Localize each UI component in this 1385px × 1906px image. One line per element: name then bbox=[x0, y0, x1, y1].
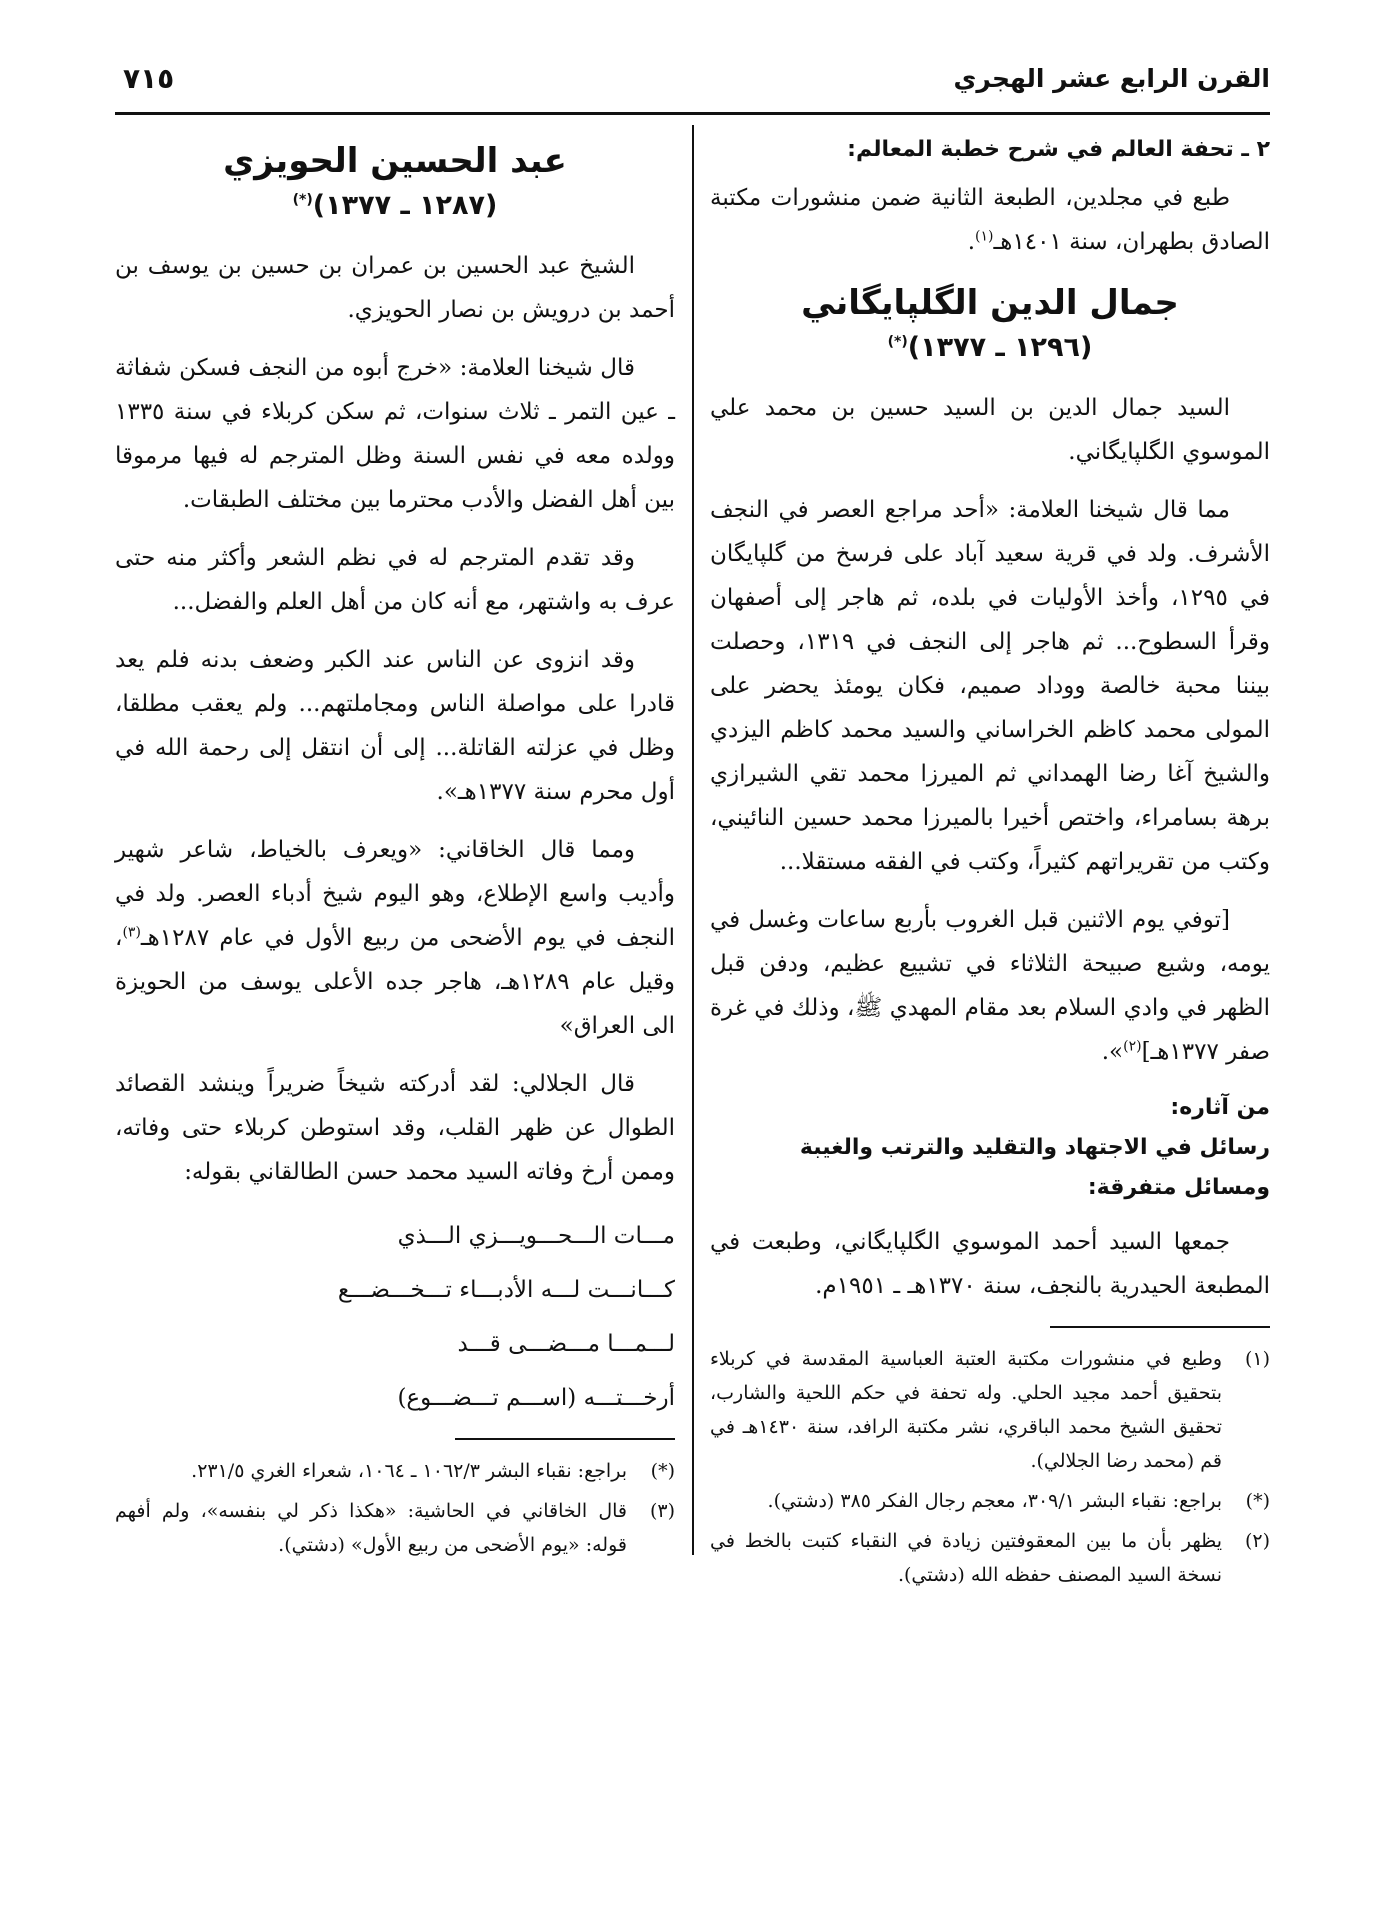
poem-line: أرخـــتـــه (اســـم تـــضـــوع) bbox=[397, 1385, 675, 1411]
footnote: (١) وطبع في منشورات مكتبة العتبة العباسية المقدسة في كربلاء بتحقيق أحمد مجيد الحلي. وله تحفة في حكم اللحية والشارب، تحقيق الشيخ محمد الباقري، نشر مكتبة الرافد، سنة ١٤٣٠هـ في قم (محمد رضا الجلالي). bbox=[710, 1348, 1270, 1472]
footnote-rule bbox=[455, 1438, 675, 1440]
biography-name: عبد الحسين الحويزي bbox=[223, 141, 567, 181]
paragraph: وقد انزوى عن الناس عند الكبر وضعف بدنه فلم يعد قادرا على مواصلة الناس ومجاملتهم... ولم يعقب مطلقا، وظل في عزلته القاتلة... إلى أن انتقل إلى رحمة الله في أول محرم سنة ١٣٧٧هـ». bbox=[115, 647, 675, 805]
work-item-text: طبع في مجلدين، الطبعة الثانية ضمن منشورات مكتبة الصادق بطهران، سنة ١٤٠١هـ$^{(١)}$. bbox=[710, 185, 1270, 255]
footnote-ref: (*) bbox=[292, 192, 313, 208]
footnote-rule bbox=[1050, 1326, 1270, 1328]
right-column bbox=[710, 130, 1270, 1598]
paragraph: جمعها السيد أحمد الموسوي الگلپايگاني، وطبعت في المطبعة الحيدرية بالنجف، سنة ١٣٧٠هـ ـ ١٩٥١م. bbox=[710, 1229, 1270, 1299]
paragraph: مما قال شيخنا العلامة: «أحد مراجع العصر في النجف الأشرف. ولد في قرية سعيد آباد على فرسخ من گلپايگان في ١٢٩٥، وأخذ الأوليات في بلده، ثم هاجر إلى أصفهان وقرأ السطوح... ثم هاجر إلى النجف في ١٣١٩، وحصلت بيننا محبة خالصة ووداد صميم، فكان يومئذ يحضر على المولى محمد كاظم الخراساني والسيد محمد كاظم اليزدي والشيخ آغا رضا الهمداني ثم الميرزا محمد تقي الشيرازي برهة بسامراء، واختص أخيرا بالميرزا محمد حسين النائيني، وكتب من تقريراتهم كثيراً، وكتب في الفقه مستقلا... bbox=[710, 497, 1270, 875]
paragraph: قال شيخنا العلامة: «خرج أبوه من النجف فسكن شفاثة ـ عين التمر ـ ثلاث سنوات، ثم سكن كربلاء في سنة ١٣٣٥ وولده معه في نفس السنة وظل المترجم له فيها مرموقا بين أهل الفضل والأدب محترما بين مختلف الطبقات. bbox=[115, 355, 675, 513]
footnote-ref: (٢) bbox=[1123, 1038, 1142, 1055]
left-column bbox=[115, 130, 675, 1568]
work-item-title: ٢ ـ تحفة العالم في شرح خطبة المعالم: bbox=[847, 137, 1270, 162]
poem-line: كـــانـــت لـــه الأدبـــاء تـــخـــضـــع bbox=[337, 1277, 675, 1303]
footnote: (٣) قال الخاقاني في الحاشية: «هكذا ذكر لي بنفسه»، ولم أفهم قوله: «يوم الأضحى من ربيع الأول» (دشتي). bbox=[115, 1500, 675, 1556]
footnote: (٢) يظهر بأن ما بين المعقوفتين زيادة في النقباء كتبت بالخط في نسخة السيد المصنف حفظه الله (دشتي). bbox=[710, 1530, 1270, 1586]
column-divider bbox=[692, 125, 694, 1555]
page-header bbox=[115, 62, 1270, 122]
running-title: القرن الرابع عشر الهجري bbox=[953, 64, 1270, 93]
works-heading: من آثاره: bbox=[1170, 1095, 1270, 1120]
poem-line: مـــات الـــحـــويـــزي الـــذي bbox=[397, 1223, 675, 1249]
footnote: (*) براجع: نقباء البشر ١٠٦٢/٣ ـ ١٠٦٤، شعراء الغري ٢٣١/٥. bbox=[191, 1460, 675, 1482]
biography-name: جمال الدين الگلپايگاني bbox=[801, 283, 1179, 323]
paragraph: السيد جمال الدين بن السيد حسين بن محمد علي الموسوي الگلپايگاني. bbox=[710, 395, 1270, 465]
paragraph: [توفي يوم الاثنين قبل الغروب بأربع ساعات وغسل في يومه، وشيع صبيحة الثلاثاء في تشييع عظيم، ودفن قبل الظهر في وادي السلام بعد مقام المهدي ﷺ، وذلك في غرة صفر ١٣٧٧هـ]$^{(٢)}$». bbox=[710, 907, 1270, 1065]
footnote-ref: (٣) bbox=[122, 924, 141, 941]
biography-dates: (١٢٩٦ ـ ١٣٧٧)(*) bbox=[887, 332, 1093, 363]
paragraph: قال الجلالي: لقد أدركته شيخاً ضريراً وينشد القصائد الطوال عن ظهر القلب، وقد استوطن كربلاء حتى وفاته، وممن أرخ وفاته السيد محمد حسن الطالقاني بقوله: bbox=[115, 1071, 675, 1185]
header-rule bbox=[115, 112, 1270, 115]
page-number: ٧١٥ bbox=[123, 62, 175, 95]
biography-dates: (١٢٨٧ ـ ١٣٧٧)(*) bbox=[292, 190, 498, 221]
paragraph: ومما قال الخاقاني: «ويعرف بالخياط، شاعر شهير وأديب واسع الإطلاع، وهو اليوم شيخ أدباء العصر. ولد في النجف في يوم الأضحى من ربيع الأول في عام ١٢٨٧هـ$^{(٣)}$، وقيل عام ١٢٨٩هـ، هاجر جده الأعلى يوسف من الحويزة الى العراق» bbox=[115, 837, 675, 1039]
footnote: (*) براجع: نقباء البشر ٣٠٩/١، معجم رجال الفكر ٣٨٥ (دشتي). bbox=[767, 1490, 1270, 1512]
poem-line: لـــمـــا مـــضـــى قـــد bbox=[457, 1331, 675, 1357]
paragraph: الشيخ عبد الحسين بن عمران بن حسين بن يوسف بن أحمد بن درويش بن نصار الحويزي. bbox=[115, 253, 675, 323]
footnote-ref: (*) bbox=[887, 334, 908, 350]
footnote-ref: (١) bbox=[975, 228, 994, 245]
poem bbox=[115, 1208, 675, 1420]
paragraph: وقد تقدم المترجم له في نظم الشعر وأكثر منه حتى عرف به واشتهر، مع أنه كان من أهل العلم والفضل... bbox=[115, 545, 675, 615]
works-title: رسائل في الاجتهاد والتقليد والترتب والغيبة ومسائل متفرقة: bbox=[799, 1135, 1270, 1200]
